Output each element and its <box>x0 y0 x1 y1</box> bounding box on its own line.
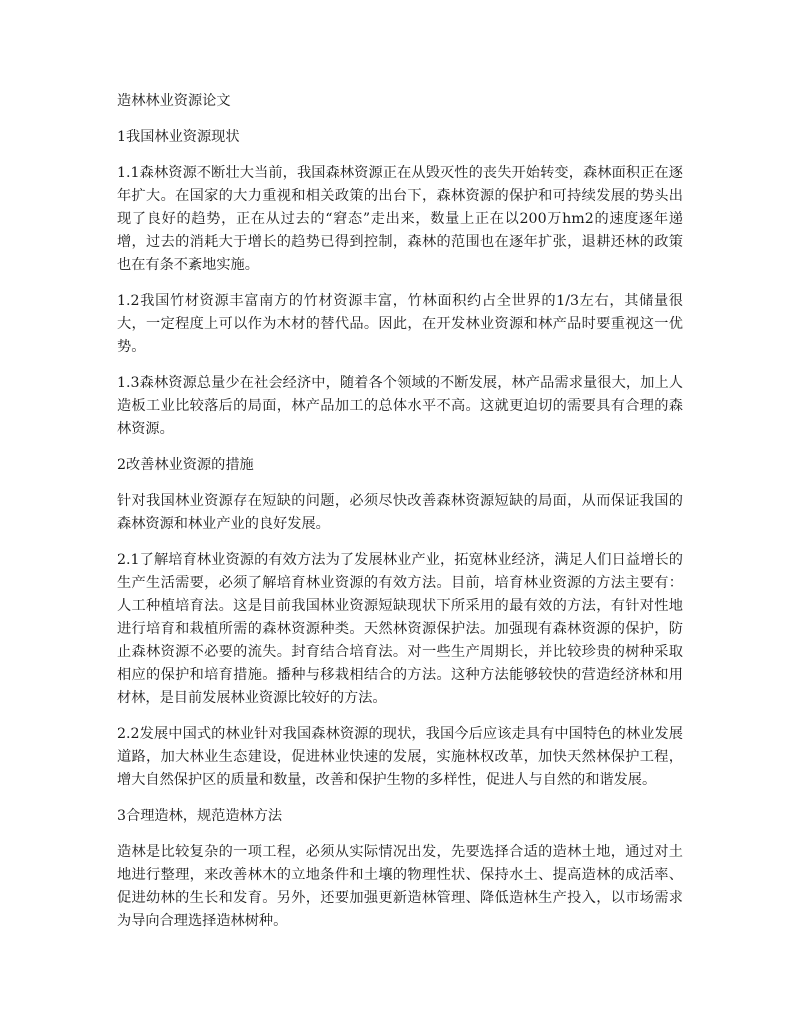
section-heading: 2改善林业资源的措施 <box>117 457 254 473</box>
paragraph: 造林是比较复杂的一项工程，必须从实际情况出发，先要选择合适的造林土地，通过对土地进行整理，来改善林木的立地条件和土壤的物理性状、保持水土、提高造林的成活率、促进幼林的生长和发育。另外，还要加强更新造林管理、降低造林生产投入，以市场需求为导向合理选择造林树种。 <box>117 844 683 929</box>
paragraph: 2.2发展中国式的林业针对我国森林资源的现状，我国今后应该走具有中国特色的林业发展道路，加大林业生态建设，促进林业快速的发展，实施林权改革，加快天然林保护工程，增大自然保护区的质量和数量，改善和保护生物的多样性，促进人与自然的和谐发展。 <box>117 726 683 788</box>
paragraph: 1.3森林资源总量少在社会经济中，随着各个领域的不断发展，林产品需求量很大，加上人造板工业比较落后的局面，林产品加工的总体水平不高。这就更迫切的需要具有合理的森林资源。 <box>117 375 683 437</box>
paragraph: 针对我国林业资源存在短缺的问题，必须尽快改善森林资源短缺的局面，从而保证我国的森林资源和林业产业的良好发展。 <box>117 493 683 532</box>
paragraph: 2.1了解培育林业资源的有效方法为了发展林业产业，拓宽林业经济，满足人们日益增长的生产生活需要，必须了解培育林业资源的有效方法。目前，培育林业资源的方法主要有：人工种植培育法。这是目前我国林业资源短缺现状下所采用的最有效的方法，有针对性地进行培育和栽植所需的森林资源种类。天然林资源保护法。加强现有森林资源的保护，防止森林资源不必要的流失。封育结合培育法。对一些生产周期长，并比较珍贵的树种采取相应的保护和培育措施。播种与移栽相结合的方法。这种方法能够较快的营造经济林和用材林，是目前发展林业资源比较好的方法。 <box>117 552 683 706</box>
paragraph: 1.1森林资源不断壮大当前，我国森林资源正在从毁灭性的丧失开始转变，森林面积正在逐年扩大。在国家的大力重视和相关政策的出台下，森林资源的保护和可持续发展的势头出现了良好的趋势，正在从过去的“窘态”走出来，数量上正在以200万hm2的速度逐年递增，过去的消耗大于增长的趋势已得到控制，森林的范围也在逐年扩张，退耕还林的政策也在有条不紊地实施。 <box>117 165 683 273</box>
paragraph: 1.2我国竹材资源丰富南方的竹材资源丰富，竹林面积约占全世界的1/3左右，其储量很大，一定程度上可以作为木材的替代品。因此，在开发林业资源和林产品时要重视这一优势。 <box>117 293 683 355</box>
document-page <box>117 90 683 946</box>
section-heading: 1我国林业资源现状 <box>117 129 240 145</box>
document-title: 造林林业资源论文 <box>117 93 231 109</box>
section-heading: 3合理造林，规范造林方法 <box>117 808 283 824</box>
